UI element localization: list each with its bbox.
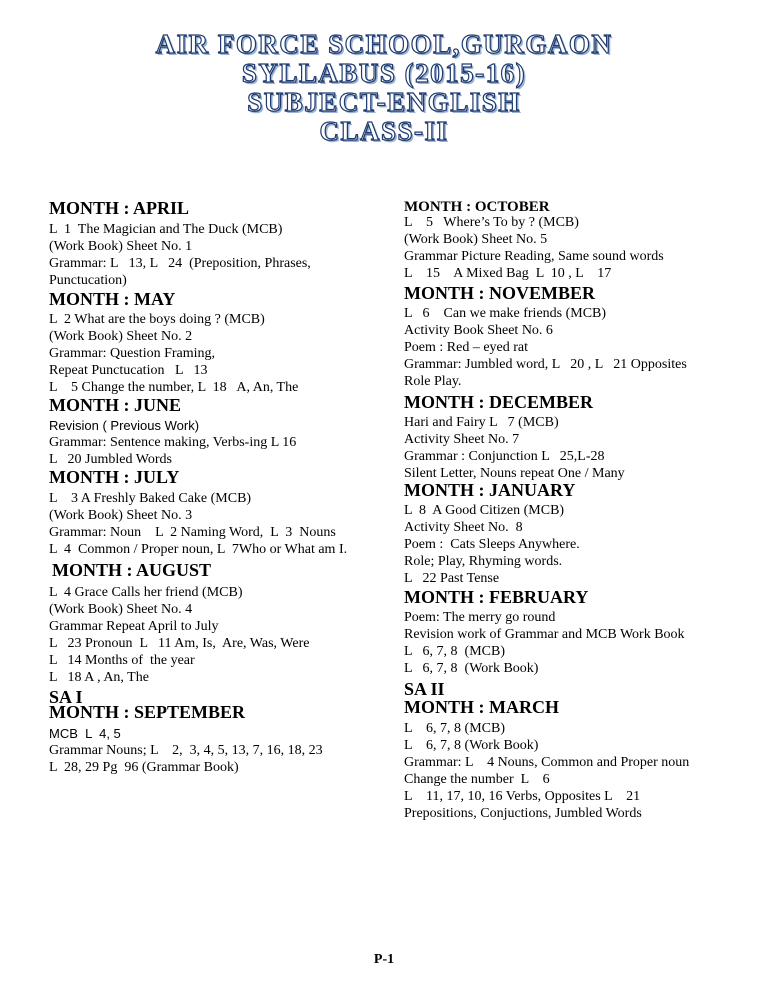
text-line: Grammar: Question Framing,: [49, 346, 216, 361]
text-line: Silent Letter, Nouns repeat One / Many: [404, 466, 625, 481]
text-line: Revision work of Grammar and MCB Work Book: [404, 627, 685, 642]
text-line: Change the number L 6: [404, 772, 550, 787]
text-line: L 3 A Freshly Baked Cake (MCB): [49, 491, 252, 506]
month-heading-january: MONTH : JANUARY: [404, 480, 576, 500]
month-heading-october: MONTH : OCTOBER: [404, 199, 550, 215]
school-name: AIR FORCE SCHOOL,GURGAON: [155, 29, 613, 59]
month-heading-august: MONTH : AUGUST: [52, 560, 212, 580]
text-line: L 4 Grace Calls her friend (MCB): [49, 585, 243, 600]
text-line: L 14 Months of the year: [49, 653, 195, 668]
text-line: L 11, 17, 10, 16 Verbs, Opposites L 21: [404, 789, 641, 804]
document-title: [0, 30, 768, 146]
text-line: Grammar: Sentence making, Verbs-ing L 16: [49, 435, 297, 450]
class-name: CLASS-II: [319, 116, 449, 146]
text-line: L 6, 7, 8 (Work Book): [404, 661, 539, 676]
month-heading-september: MONTH : SEPTEMBER: [49, 702, 246, 722]
text-line: L 6, 7, 8 (Work Book): [404, 738, 539, 753]
text-line: Grammar Repeat April to July: [49, 619, 219, 634]
text-line: Poem: The merry go round: [404, 610, 556, 625]
text-line: L 1 The Magician and The Duck (MCB): [49, 222, 283, 237]
month-heading-november: MONTH : NOVEMBER: [404, 283, 595, 303]
text-line: L 20 Jumbled Words: [49, 452, 172, 467]
text-line: L 15 A Mixed Bag L 10 , L 17: [404, 266, 612, 281]
text-line: Activity Sheet No. 7: [404, 432, 520, 447]
text-line: L 2 What are the boys doing ? (MCB): [49, 312, 265, 327]
month-heading-february: MONTH : FEBRUARY: [404, 587, 589, 607]
text-line: L 4 Common / Proper noun, L 7Who or What am I.: [49, 542, 348, 557]
subject-name: SUBJECT-ENGLISH: [247, 87, 521, 117]
text-line: (Work Book) Sheet No. 5: [404, 232, 548, 247]
syllabus-year: SYLLABUS (2015-16): [241, 58, 527, 88]
text-line: Role; Play, Rhyming words.: [404, 554, 563, 569]
text-line: Revision ( Previous Work): [49, 418, 200, 433]
text-line: (Work Book) Sheet No. 2: [49, 329, 193, 344]
text-line: L 5 Where’s To by ? (MCB): [404, 215, 579, 230]
text-line: L 6, 7, 8 (MCB): [404, 644, 505, 659]
text-line: Poem : Red – eyed rat: [404, 340, 529, 355]
text-line: L 6, 7, 8 (MCB): [404, 721, 505, 736]
month-heading-july: MONTH : JULY: [49, 467, 180, 487]
text-line: Grammar: L 4 Nouns, Common and Proper noun: [404, 755, 690, 770]
month-heading-april: MONTH : APRIL: [49, 198, 190, 218]
text-line: (Work Book) Sheet No. 4: [49, 602, 193, 617]
text-line: Role Play.: [404, 374, 462, 389]
text-line: Poem : Cats Sleeps Anywhere.: [404, 537, 580, 552]
text-line: Grammar Picture Reading, Same sound words: [404, 249, 664, 264]
text-line: L 22 Past Tense: [404, 571, 500, 586]
text-line: Repeat Punctucation L 13: [49, 363, 208, 378]
text-line: L 18 A , An, The: [49, 670, 149, 685]
text-line: Hari and Fairy L 7 (MCB): [404, 415, 559, 430]
text-line: Activity Sheet No. 8: [404, 520, 523, 535]
text-line: Grammar: L 13, L 24 (Preposition, Phrases,: [49, 256, 311, 271]
section-heading-sa2: SA II: [404, 679, 445, 699]
month-heading-march: MONTH : MARCH: [404, 697, 559, 717]
month-heading-december: MONTH : DECEMBER: [404, 392, 593, 412]
section-heading-sa1: SA I: [49, 687, 83, 707]
month-heading-may: MONTH : MAY: [49, 289, 176, 309]
text-line: L 6 Can we make friends (MCB): [404, 306, 607, 321]
text-line: Grammar: Jumbled word, L 20 , L 21 Opposites: [404, 357, 687, 372]
text-line: L 23 Pronoun L 11 Am, Is, Are, Was, Were: [49, 636, 310, 651]
text-line: Punctucation): [49, 273, 127, 288]
text-line: L 8 A Good Citizen (MCB): [404, 503, 565, 518]
text-line: MCB L 4, 5: [49, 726, 121, 741]
text-line: L 28, 29 Pg 96 (Grammar Book): [49, 760, 239, 775]
text-line: Prepositions, Conjuctions, Jumbled Words: [404, 806, 642, 821]
text-line: Grammar : Conjunction L 25,L-28: [404, 449, 605, 464]
page-number: P-1: [373, 952, 395, 967]
text-line: Activity Book Sheet No. 6: [404, 323, 553, 338]
text-line: Grammar: Noun L 2 Naming Word, L 3 Nouns: [49, 525, 336, 540]
text-line: L 5 Change the number, L 18 A, An, The: [49, 380, 299, 395]
month-heading-june: MONTH : JUNE: [49, 395, 181, 415]
text-line: (Work Book) Sheet No. 1: [49, 239, 193, 254]
text-line: (Work Book) Sheet No. 3: [49, 508, 193, 523]
text-line: Grammar Nouns; L 2, 3, 4, 5, 13, 7, 16, 18, 23: [49, 743, 323, 758]
